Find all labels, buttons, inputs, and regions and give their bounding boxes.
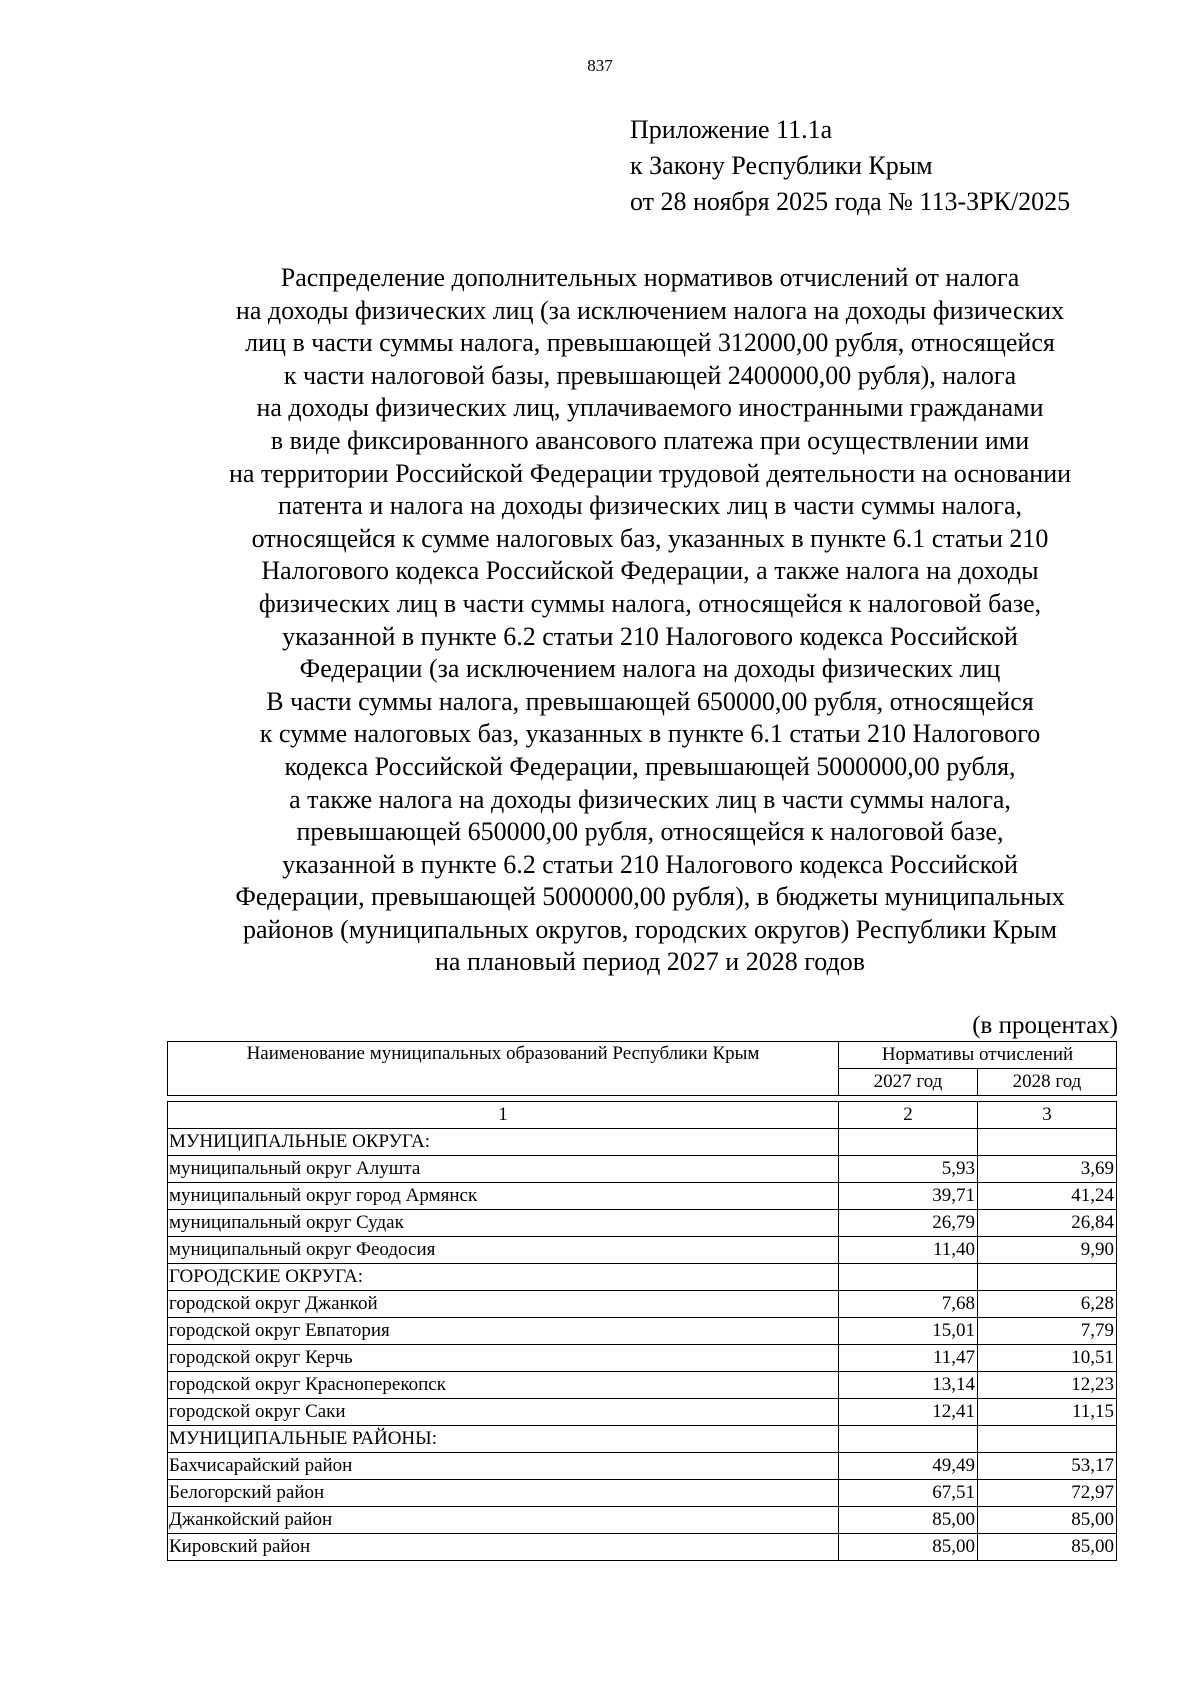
row-name: Кировский район (168, 1534, 839, 1561)
title-line: указанной в пункте 6.2 статьи 210 Налогового кодекса Российской (282, 849, 1018, 879)
row-name: Джанкойский район (168, 1507, 839, 1534)
row-value-2028: 9,90 (978, 1237, 1117, 1264)
title-line: превышающей 650000,00 рубля, относящейся к налоговой базе, (296, 817, 1004, 847)
table-row (168, 1210, 1117, 1237)
row-value-2028 (978, 1129, 1117, 1156)
table-row (168, 1372, 1117, 1399)
row-name: муниципальный округ город Армянск (168, 1183, 839, 1210)
appendix-line-3: от 28 ноября 2025 года № 113-ЗРК/2025 (630, 187, 1071, 216)
column-number-3: 3 (978, 1102, 1117, 1129)
title-line: районов (муниципальных округов, городских округов) Республики Крым (243, 914, 1057, 944)
title-line: а также налога на доходы физических лиц в части суммы налога, (289, 784, 1011, 814)
row-value-2027: 5,93 (839, 1156, 978, 1183)
row-value-2028: 10,51 (978, 1345, 1117, 1372)
row-name: городской округ Красноперекопск (168, 1372, 839, 1399)
title-line: лиц в части суммы налога, превышающей 312000,00 рубля, относящейся (245, 328, 1055, 358)
title-line: в виде фиксированного авансового платежа при осуществлении ими (270, 425, 1030, 455)
table-row (168, 1318, 1117, 1345)
row-value-2028: 7,79 (978, 1318, 1117, 1345)
row-name: городской округ Саки (168, 1399, 839, 1426)
row-value-2027: 7,68 (839, 1291, 978, 1318)
row-value-2028: 11,15 (978, 1399, 1117, 1426)
table-row (168, 1291, 1117, 1318)
page-number: 837 (587, 56, 613, 75)
table-header (167, 1041, 1117, 1096)
title-line: патента и налога на доходы физических лиц в части суммы налога, (278, 491, 1022, 521)
table-row (168, 1507, 1117, 1534)
appendix-line-2: к Закону Республики Крым (630, 151, 933, 180)
row-value-2027: 67,51 (839, 1480, 978, 1507)
row-value-2027: 85,00 (839, 1534, 978, 1561)
header-norms: Нормативы отчислений (839, 1042, 1117, 1069)
row-name: городской округ Джанкой (168, 1291, 839, 1318)
title-line: указанной в пункте 6.2 статьи 210 Налогового кодекса Российской (282, 621, 1018, 651)
row-value-2027 (839, 1426, 978, 1453)
title-line: Федерации (за исключением налога на доходы физических лиц (299, 654, 1001, 684)
title-line: физических лиц в части суммы налога, относящейся к налоговой базе, (258, 588, 1042, 618)
title-line: на доходы физических лиц (за исключением налога на доходы физических (235, 295, 1065, 325)
title-line: Налогового кодекса Российской Федерации, а также налога на доходы (261, 556, 1039, 586)
appendix-block (630, 112, 1170, 220)
table-row (168, 1183, 1117, 1210)
row-value-2027 (839, 1264, 978, 1291)
row-name: муниципальный округ Судак (168, 1210, 839, 1237)
row-name: МУНИЦИПАЛЬНЫЕ ОКРУГА: (168, 1129, 839, 1156)
row-name: городской округ Евпатория (168, 1318, 839, 1345)
row-value-2028: 72,97 (978, 1480, 1117, 1507)
table-row (168, 1399, 1117, 1426)
title-line: Федерации, превышающей 5000000,00 рубля), в бюджеты муниципальных (235, 882, 1065, 912)
table-row (168, 1237, 1117, 1264)
row-value-2027: 11,40 (839, 1237, 978, 1264)
row-value-2027: 39,71 (839, 1183, 978, 1210)
data-table (167, 1101, 1117, 1561)
row-name: городской округ Керчь (168, 1345, 839, 1372)
units-note: (в процентах) (972, 1012, 1118, 1039)
row-name: МУНИЦИПАЛЬНЫЕ РАЙОНЫ: (168, 1426, 839, 1453)
row-name: Бахчисарайский район (168, 1453, 839, 1480)
title-line: на плановый период 2027 и 2028 годов (435, 947, 865, 977)
row-value-2027 (839, 1129, 978, 1156)
row-value-2027: 13,14 (839, 1372, 978, 1399)
title-line: кодекса Российской Федерации, превышающей 5000000,00 рубля, (284, 751, 1016, 781)
row-name: ГОРОДСКИЕ ОКРУГА: (168, 1264, 839, 1291)
row-value-2028 (978, 1426, 1117, 1453)
table-row (168, 1480, 1117, 1507)
title-line: Распределение дополнительных нормативов отчислений от налога (280, 263, 1020, 292)
row-value-2027: 26,79 (839, 1210, 978, 1237)
table-row (168, 1534, 1117, 1561)
row-value-2028: 6,28 (978, 1291, 1117, 1318)
row-value-2027: 85,00 (839, 1507, 978, 1534)
header-year-2027: 2027 год (839, 1069, 978, 1096)
row-value-2028: 85,00 (978, 1507, 1117, 1534)
row-name: муниципальный округ Феодосия (168, 1237, 839, 1264)
header-year-2028: 2028 год (978, 1069, 1117, 1096)
row-value-2028: 85,00 (978, 1534, 1117, 1561)
table-row (168, 1345, 1117, 1372)
row-value-2028: 12,23 (978, 1372, 1117, 1399)
row-value-2027: 15,01 (839, 1318, 978, 1345)
row-value-2028 (978, 1264, 1117, 1291)
row-value-2028: 3,69 (978, 1156, 1117, 1183)
title-line: к сумме налоговых баз, указанных в пункте 6.1 статьи 210 Налогового (259, 719, 1041, 749)
title-line: на территории Российской Федерации трудовой деятельности на основании (228, 458, 1072, 488)
row-value-2028: 41,24 (978, 1183, 1117, 1210)
row-value-2027: 11,47 (839, 1345, 978, 1372)
appendix-line-1: Приложение 11.1а (630, 115, 833, 144)
title-line: к части налоговой базы, превышающей 2400000,00 рубля), налога (283, 360, 1017, 390)
row-value-2028: 53,17 (978, 1453, 1117, 1480)
title-line: относящейся к сумме налоговых баз, указанных в пункте 6.1 статьи 210 (251, 523, 1049, 553)
table-row (168, 1156, 1117, 1183)
table-row (168, 1129, 1117, 1156)
header-name-column: Наименование муниципальных образований Республики Крым (168, 1042, 839, 1096)
table-row (168, 1264, 1117, 1291)
row-value-2028: 26,84 (978, 1210, 1117, 1237)
column-number-1: 1 (168, 1102, 839, 1129)
title-line: на доходы физических лиц, уплачиваемого иностранными гражданами (256, 393, 1044, 423)
row-name: Белогорский район (168, 1480, 839, 1507)
row-value-2027: 12,41 (839, 1399, 978, 1426)
document-title (100, 262, 1200, 979)
title-line: В части суммы налога, превышающей 650000,00 рубля, относящейся (266, 686, 1034, 716)
column-number-2: 2 (839, 1102, 978, 1129)
table-row (168, 1426, 1117, 1453)
table-row (168, 1453, 1117, 1480)
column-number-row (168, 1102, 1117, 1129)
row-value-2027: 49,49 (839, 1453, 978, 1480)
row-name: муниципальный округ Алушта (168, 1156, 839, 1183)
